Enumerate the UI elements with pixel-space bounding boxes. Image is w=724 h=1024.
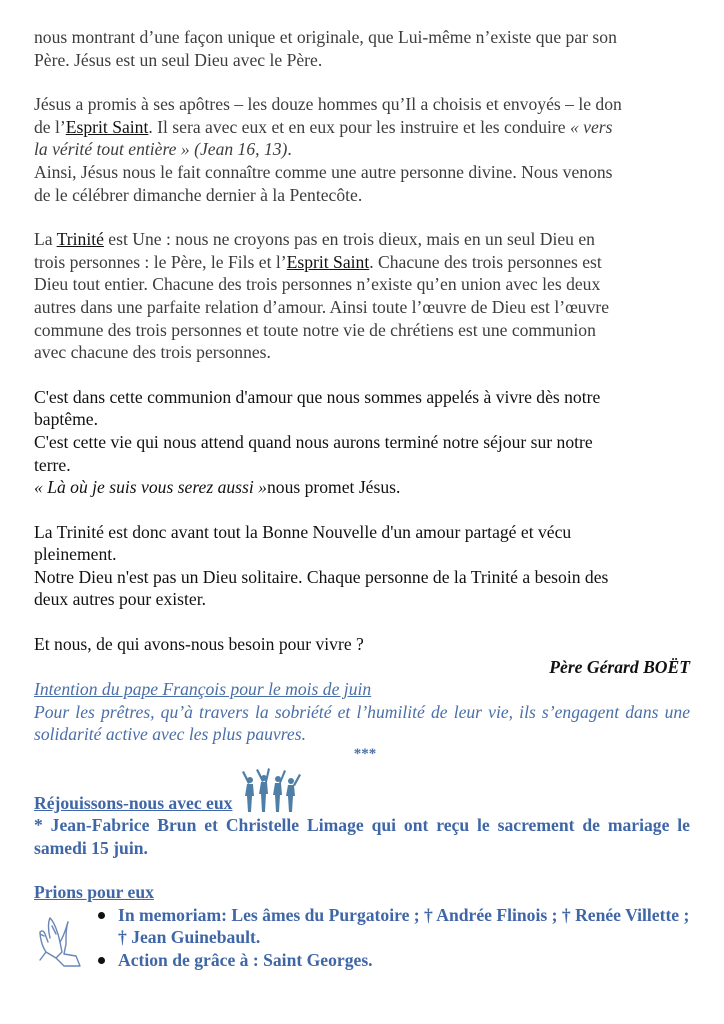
signature: Père Gérard BOËT <box>549 656 690 677</box>
separator: *** <box>353 746 377 763</box>
text-line: Notre Dieu n'est pas un Dieu solitaire. Chaque personne de la Trinité a besoin des <box>34 566 609 587</box>
text-line: la vérité tout entière » (Jean 16, 13). <box>34 139 292 160</box>
list-item: Action de grâce à : Saint Georges. <box>118 949 690 972</box>
paragraph-holy-spirit <box>34 93 690 206</box>
text-line: La Trinité est Une : nous ne croyons pas en trois dieux, mais en un seul Dieu en <box>34 229 595 250</box>
pray-list <box>34 904 690 972</box>
text-line: commune des trois personnes et toute notre vie de chrétiens est une communion <box>34 319 596 340</box>
closing-question: Et nous, de qui avons-nous besoin pour vivre ? <box>34 634 364 655</box>
pray-section <box>34 904 690 972</box>
trinite-link[interactable]: Trinité <box>56 229 104 250</box>
text-line: autres dans une parfaite relation d’amour. Ainsi toute l’œuvre de Dieu est l’œuvre <box>34 296 610 317</box>
text-line: pleinement. <box>34 544 117 565</box>
text-line: trois personnes : le Père, le Fils et l’Esprit Saint. Chacune des trois personnes est <box>34 251 602 272</box>
text-line: de l’Esprit Saint. Il sera avec eux et en eux pour les instruire et les conduire « vers <box>34 116 613 137</box>
paragraph-communion <box>34 386 690 499</box>
paragraph-trinity <box>34 228 690 364</box>
text-line: terre. <box>34 454 71 475</box>
text-line: baptême. <box>34 409 98 430</box>
celebrating-people-icon <box>238 766 302 814</box>
intention-title: Intention du pape François pour le mois de juin <box>34 679 372 700</box>
bulletin-page <box>34 26 690 972</box>
intention-text: Pour les prêtres, qu’à travers la sobriété et l’humilité de leur vie, ils s’engagent dans une solidarité active avec les plus pauvres. <box>34 701 690 745</box>
rejoice-text: * Jean-Fabrice Brun et Christelle Limage qui ont reçu le sacrement de mariage le samedi 15 juin. <box>34 815 690 858</box>
text-line: deux autres pour exister. <box>34 589 206 610</box>
list-item: In memoriam: Les âmes du Purgatoire ; † Andrée Flinois ; † Renée Villette ; † Jean Guinebault. <box>118 904 690 949</box>
pray-heading: Prions pour eux <box>34 882 154 903</box>
rejoice-heading: Réjouissons-nous avec eux <box>34 793 233 814</box>
text-line: C'est dans cette communion d'amour que nous sommes appelés à vivre dès notre <box>34 386 601 407</box>
text-line: de le célébrer dimanche dernier à la Pentecôte. <box>34 184 363 205</box>
text-line: avec chacune des trois personnes. <box>34 342 271 363</box>
text-line: « Là où je suis vous serez aussi »nous promet Jésus. <box>34 477 401 498</box>
paragraph-intro <box>34 26 690 71</box>
esprit-saint-link[interactable]: Esprit Saint <box>65 116 149 137</box>
esprit-saint-link[interactable]: Esprit Saint <box>286 251 370 272</box>
text-line: Père. Jésus est un seul Dieu avec le Père. <box>34 49 323 70</box>
rejoice-heading-row <box>34 762 690 814</box>
praying-hands-icon <box>32 912 90 970</box>
text-line: C'est cette vie qui nous attend quand nous aurons terminé notre séjour sur notre <box>34 431 593 452</box>
text-line: Ainsi, Jésus nous le fait connaître comme une autre personne divine. Nous venons <box>34 161 613 182</box>
paragraph-good-news <box>34 521 690 611</box>
text-line: nous montrant d’une façon unique et originale, que Lui-même n’existe que par son <box>34 27 617 47</box>
text-line: Dieu tout entier. Chacune des trois personnes n’existe qu’en union avec les deux <box>34 274 601 295</box>
text-line: La Trinité est donc avant tout la Bonne Nouvelle d'un amour partagé et vécu <box>34 521 572 542</box>
text-line: Jésus a promis à ses apôtres – les douze hommes qu’Il a choisis et envoyés – le don <box>34 94 622 115</box>
